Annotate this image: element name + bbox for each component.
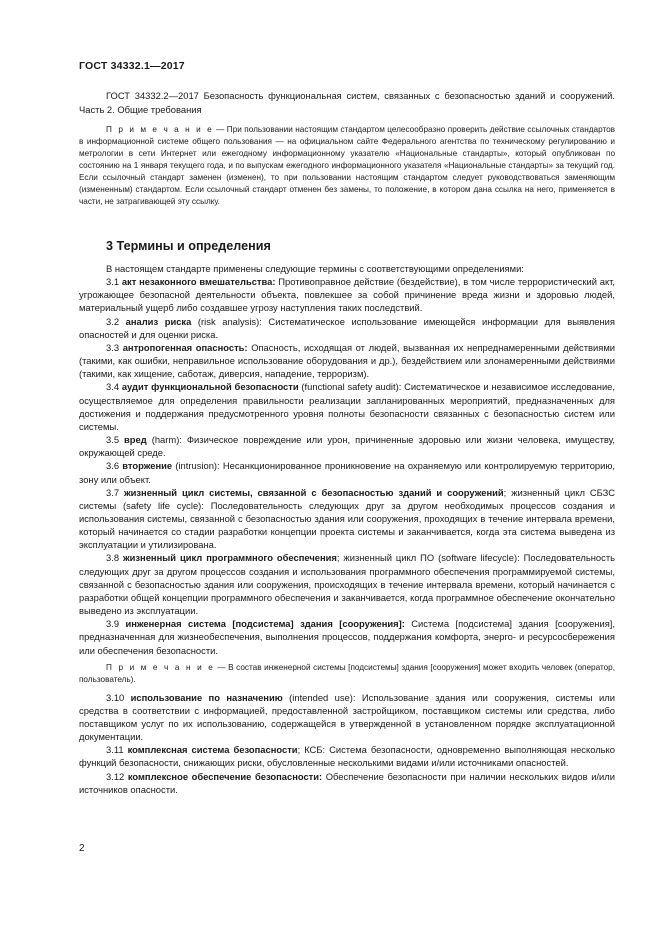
note-engineering-system <box>79 662 615 686</box>
term-definition <box>79 770 615 796</box>
term-name: анализ риска <box>125 315 192 327</box>
page-number: 2 <box>79 843 85 854</box>
term-number: 3.10 <box>106 691 131 703</box>
term-text: (intrusion): Несанкционированное проникновение на охраняемую или контролируемую территорию, зону или объект. <box>79 460 616 485</box>
term-number: 3.8 <box>106 552 123 564</box>
term-name: аудит функциональной безопасности <box>121 381 299 393</box>
term-number: 3.7 <box>106 486 124 498</box>
page-body <box>79 89 615 796</box>
term-number: 3.5 <box>106 434 125 446</box>
term-text: Система [подсистема] здания [сооружения], предназначенная для жизнеобеспечения, выполнения процессов, поддержания комфорта, энерго- и ресурсосбережения или обеспечения безопасности. <box>79 618 616 656</box>
term-name: комплексная система безопасности <box>127 744 298 756</box>
term-number: 3.11 <box>106 744 128 756</box>
term-definition <box>79 743 615 769</box>
term-name: жизненный цикл системы, связанной с безопасностью зданий и сооружений <box>123 486 504 498</box>
term-name: вторжение <box>122 460 173 472</box>
term-name: комплексное обеспечение безопасности: <box>127 770 323 782</box>
note-references <box>79 124 615 208</box>
term-number: 3.3 <box>106 341 123 353</box>
term-text: ; жизненный цикл СБЗС системы (safety life cycle): Последовательность следующих друг за другом необходимых процессов создания и использования системы, связанной с безопасностью здания или сооружения, проходящих в течение интервала времени, который начинается со стадии разработки концепции проекта системы и заканчивается, когда эта система выведена из эксплуатации и утилизирована. <box>79 486 616 551</box>
section-intro: В настоящем стандарте применены следующие термины с соответствующими определениями: <box>106 263 524 274</box>
reference-item: ГОСТ 34332.2—2017 Безопасность функциональная систем, связанных с безопасностью зданий и сооружений. Часть 2. Общие требования <box>79 90 615 115</box>
term-definition <box>79 433 615 459</box>
term-number: 3.4 <box>106 381 122 393</box>
term-number: 3.12 <box>106 770 128 782</box>
term-text: ; жизненный цикл ПО (software lifecycle): Последовательность следующих друг за другом процессов создания и использования программного обеспечения программируемой системы, связанной с безопасностью здания или сооружения, происходящих в течение интервала времени, который начинается с разработки общей концепции программного обеспечения и заканчивается, когда программное обеспечение окончательно выведено из эксплуатации. <box>79 552 615 617</box>
term-definition <box>79 275 615 314</box>
term-definition <box>79 315 615 341</box>
term-name: вред <box>124 434 147 446</box>
term-text: Противоправное действие (бездействие), в том числе террористический акт, угрожающее безопасной деятельности объекта, повлекшее за собой причинение вреда жизни и здоровью людей, материальный ущерб либо создавшее угрозу наступления таких последствий. <box>79 276 616 314</box>
section-title: 3 Термины и определения <box>106 239 271 253</box>
term-definition <box>79 459 615 485</box>
term-text: (harm): Физическое повреждение или урон, причиненные здоровью или жизни человека, имуществу, окружающей среде. <box>79 434 615 459</box>
term-text: Опасность, исходящая от людей, вызванная их непреднамеренными действиями (такими, как ошибки, неправильное использование оборудования и др.), бездействием или злонамеренными действиями (такими, как хищение, саботаж, диверсия, нападение, терроризм). <box>79 341 615 380</box>
note-text: — В состав инженерной системы [подсистемы] здания [сооружения] может входить человек (оператор, пользователь). <box>79 662 615 684</box>
note-label: П р и м е ч а н и е <box>106 125 214 134</box>
term-name: использование по назначению <box>130 691 283 703</box>
term-definition <box>79 341 615 380</box>
term-text: Обеспечение безопасности при наличии нескольких видов и/или источников опасности. <box>79 770 615 795</box>
term-text: (intended use): Использование здания или сооружения, системы или средства в соответствии с информацией, предоставленной застройщиком, поставщиком системы или средства, либо поставщиком услуг по их использованию, содержащейся в утвержденной в установленном порядке эксплуатационной документации. <box>79 691 615 743</box>
term-definition <box>79 691 615 744</box>
term-definition <box>79 617 615 656</box>
terms-list <box>79 275 615 657</box>
term-name: антропогенная опасность: <box>122 341 248 353</box>
note-label: П р и м е ч а н и е <box>106 662 215 672</box>
note-text: — При пользовании настоящим стандартом целесообразно проверить действие ссылочных стандартов в информационной системе общего пользования — на официальном сайте Федерального агентства по техническому регулированию и метрологии в сети Интернет или ежегодному информационному указателю «Национальные стандарты», который опубликован по состоянию на 1 января текущего года, и по выпускам ежегодного информационного указателя «Национальные стандарты» за текущий год. Если ссылочный стандарт заменен (изменен), то при пользовании настоящим стандартом следует руководствоваться заменяющим (измененным) стандартом. Если ссылочный стандарт отменен без замены, то положение, в котором дана ссылка на него, применяется в части, не затрагивающей эту ссылку. <box>79 125 616 206</box>
term-number: 3.6 <box>106 460 123 472</box>
term-text: ; КСБ: Система безопасности, одновременно выполняющая несколько функций безопасности, снижающих риски, обусловленные несколькими видами и/или источниками опасностей. <box>79 744 615 769</box>
term-definition <box>79 551 615 617</box>
term-name: акт незаконного вмешательства: <box>121 276 276 288</box>
term-text: (functional safety audit): Систематическое и независимое исследование, осуществляемое для определения правильности реализации запланированных мероприятий, предназначенных для достижения и поддержания предусмотренного уровня полноты безопасности связанных с безопасностью систем или системы. <box>79 381 615 432</box>
terms-list <box>79 691 615 796</box>
term-name: инженерная система [подсистема] здания [сооружения]: <box>125 618 405 630</box>
term-definition <box>79 380 615 433</box>
term-number: 3.9 <box>106 618 126 630</box>
term-name: жизненный цикл программного обеспечения <box>122 552 337 564</box>
term-definition <box>79 486 615 552</box>
term-number: 3.1 <box>106 276 122 288</box>
document-id: ГОСТ 34332.1—2017 <box>79 60 185 72</box>
term-number: 3.2 <box>106 315 126 327</box>
term-text: (risk analysis): Систематическое использование имеющейся информации для выявления опасностей и для оценки риска. <box>79 315 615 340</box>
